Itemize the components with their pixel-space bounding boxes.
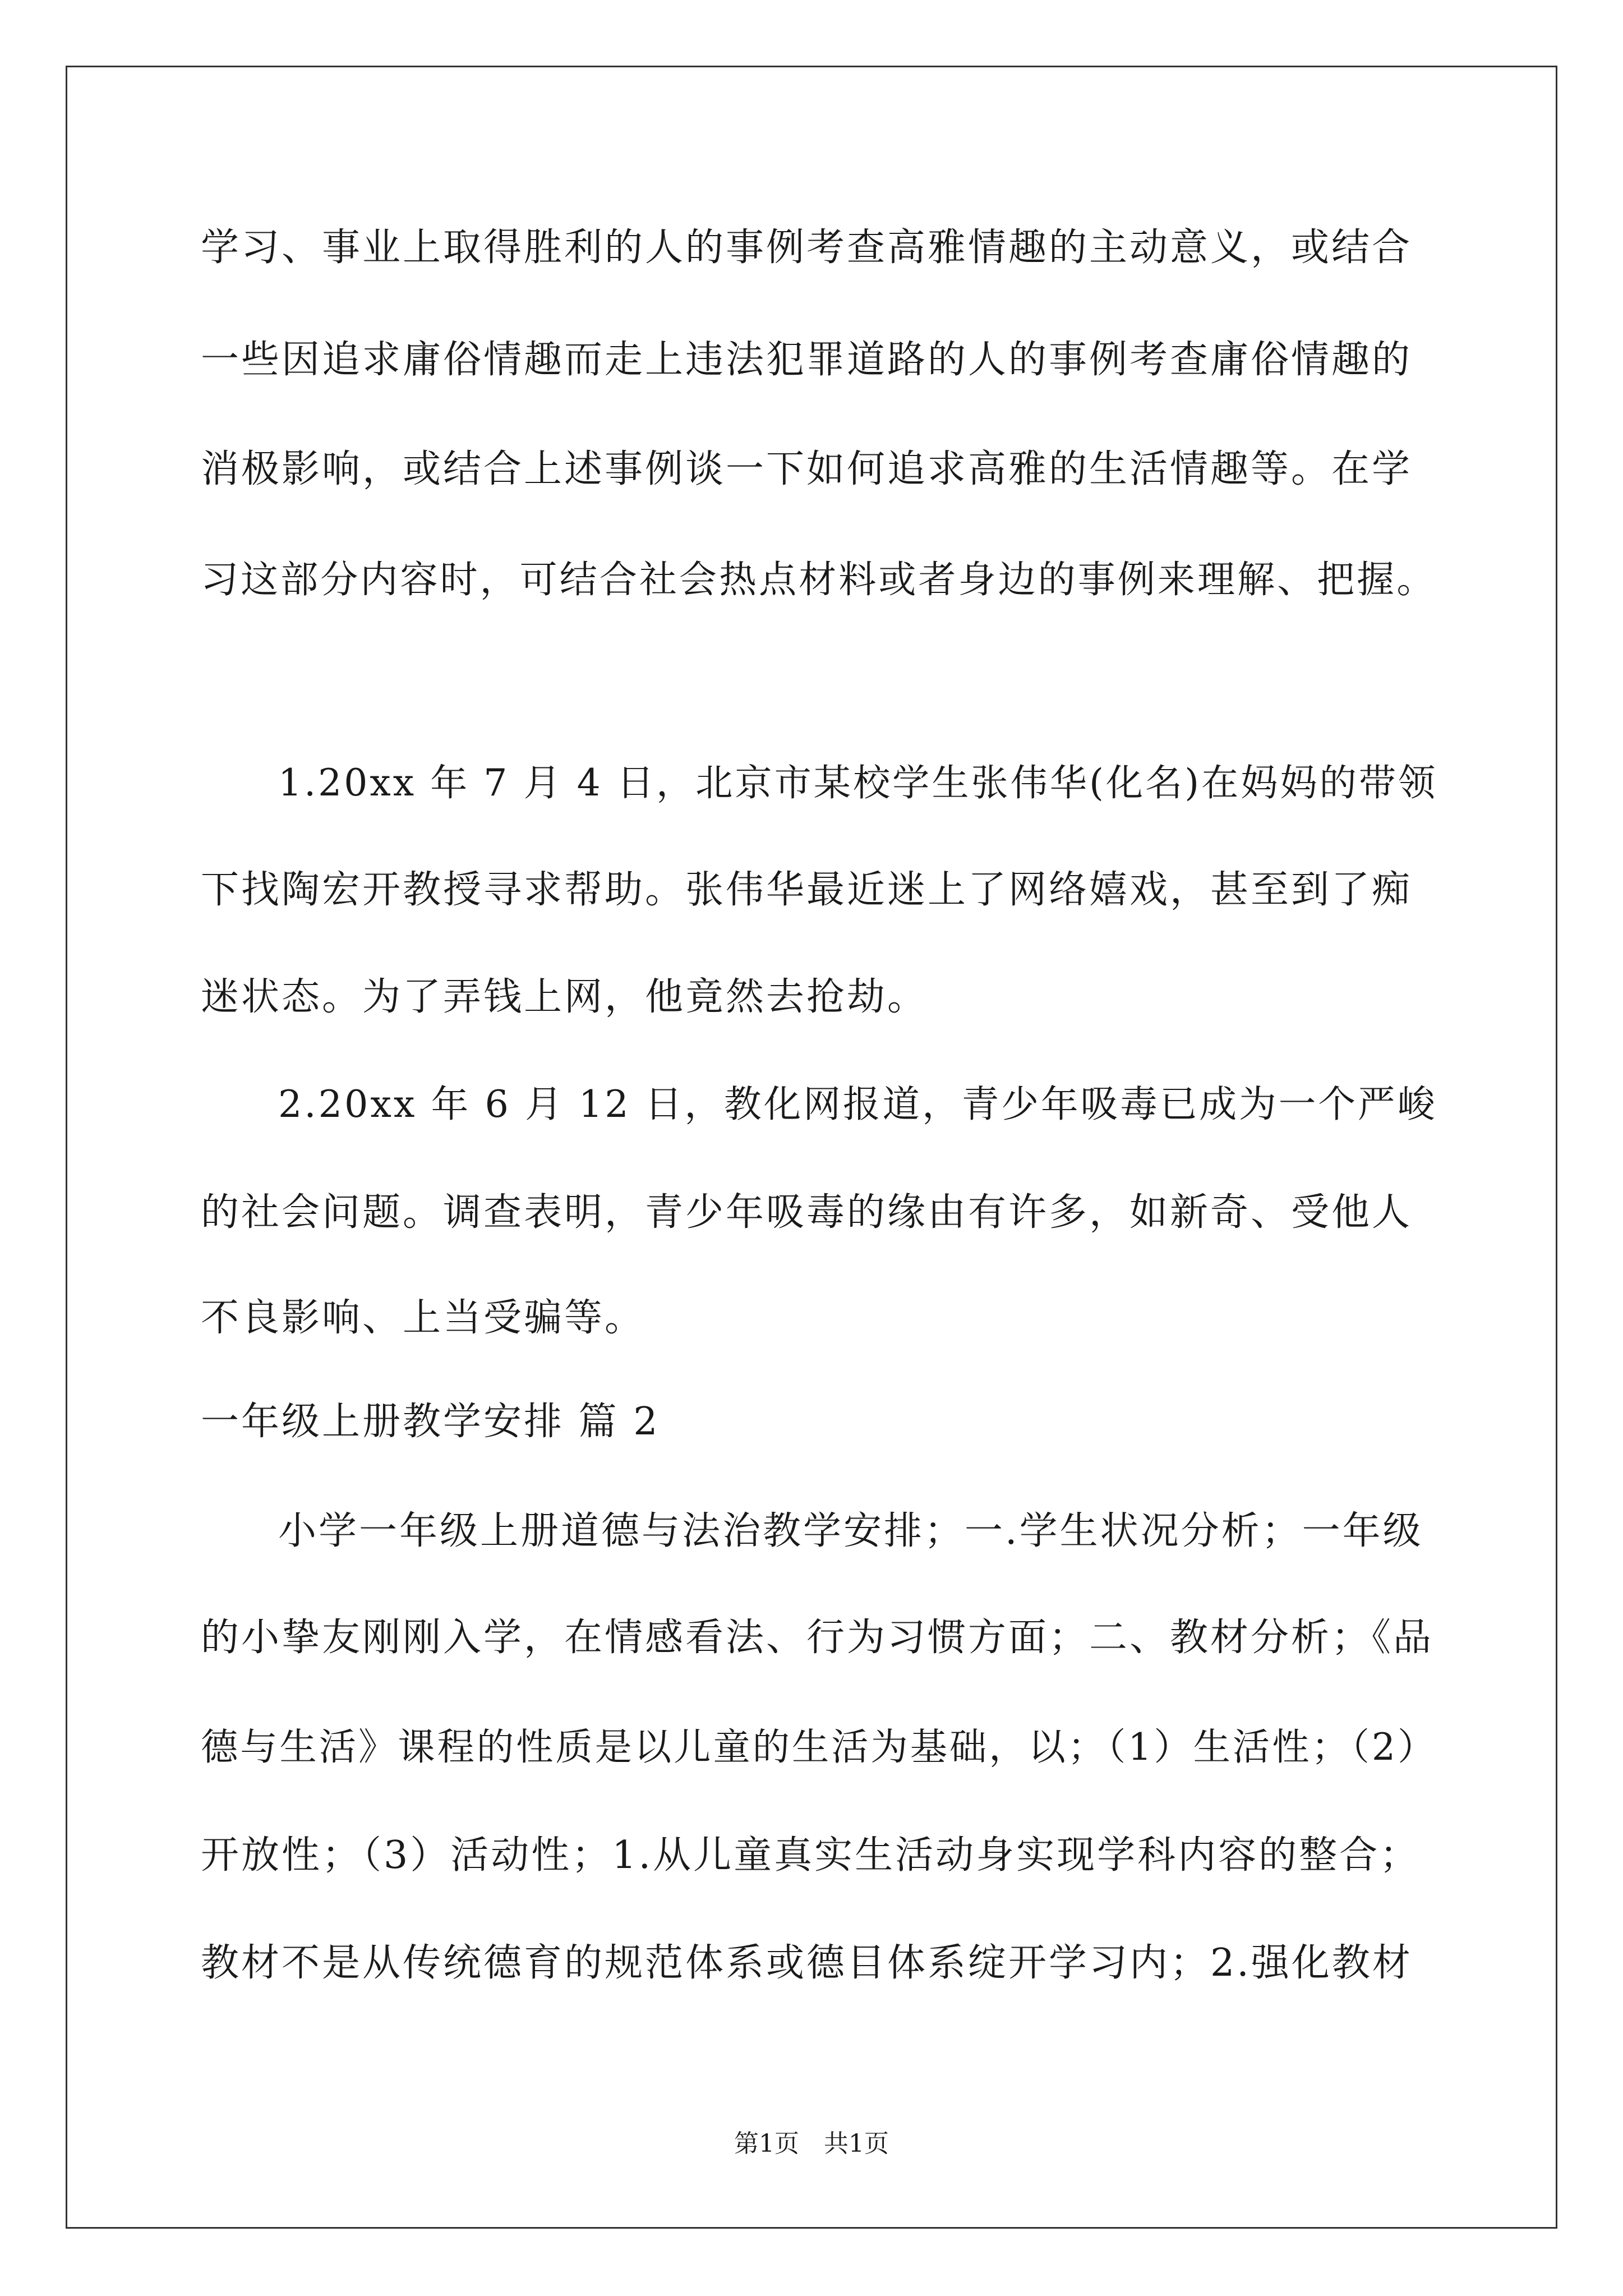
section-heading: 一年级上册教学安排 篇 2 (201, 1400, 660, 1444)
page-border (66, 66, 1557, 2229)
p1-line-4: 习这部分内容时，可结合社会热点材料或者身边的事例来理解、把握。 (201, 558, 1437, 601)
page-footer: 第1页 共1页 (734, 2129, 889, 2158)
p1-line-1: 学习、事业上取得胜利的人的事例考查高雅情趣的主动意义，或结合 (201, 226, 1413, 270)
p4-line-2: 的小挚友刚刚入学，在情感看法、行为习惯方面；二、教材分析；《品 (201, 1616, 1434, 1660)
p3-line-1: 2.20xx 年 6 月 12 日，教化网报道，青少年吸毒已成为一个严峻 (278, 1082, 1437, 1126)
p4-line-4: 开放性；（3）活动性；1.从儿童真实生活动身实现学科内容的整合； (201, 1833, 1421, 1878)
p2-line-2: 下找陶宏开教授寻求帮助。张伟华最近迷上了网络嬉戏，甚至到了痴 (201, 868, 1413, 912)
p4-line-3: 德与生活》课程的性质是以儿童的生活为基础，以；（1）生活性；（2） (201, 1725, 1437, 1769)
p2-line-3: 迷状态。为了弄钱上网，他竟然去抢劫。 (201, 975, 928, 1019)
p3-line-2: 的社会问题。调查表明，青少年吸毒的缘由有许多，如新奇、受他人 (201, 1190, 1413, 1235)
p2-line-1: 1.20xx 年 7 月 4 日，北京市某校学生张伟华(化名)在妈妈的带领 (278, 761, 1438, 804)
p4-line-5: 教材不是从传统德育的规范体系或德目体系绽开学习内；2.强化教材 (201, 1941, 1413, 1985)
p1-line-2: 一些因追求庸俗情趣而走上违法犯罪道路的人的事例考查庸俗情趣的 (201, 338, 1413, 382)
p1-line-3: 消极影响，或结合上述事例谈一下如何追求高雅的生活情趣等。在学 (201, 447, 1413, 491)
p3-line-3: 不良影响、上当受骗等。 (201, 1296, 645, 1340)
p4-line-1: 小学一年级上册道德与法治教学安排；一.学生状况分析；一年级 (278, 1509, 1423, 1553)
